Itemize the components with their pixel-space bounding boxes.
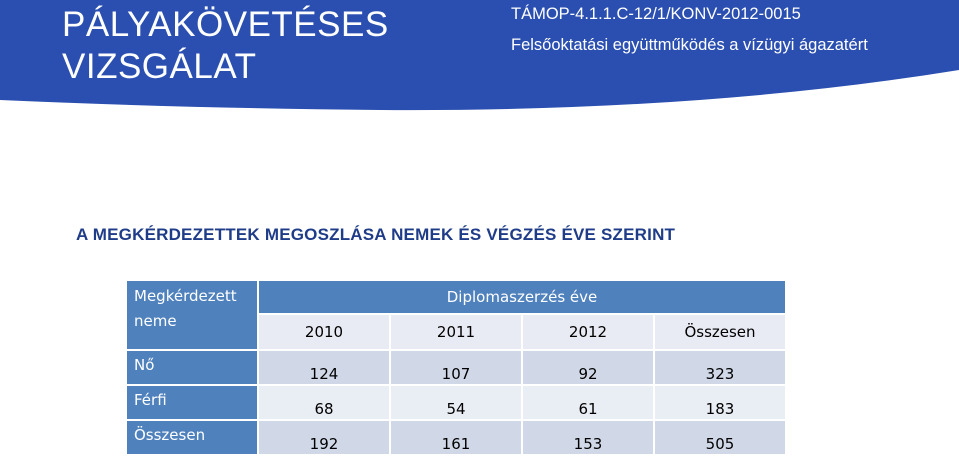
table-cell: 161 bbox=[390, 420, 522, 455]
table-row bbox=[126, 385, 786, 420]
column-header: 2010 bbox=[258, 314, 390, 350]
column-header: 2012 bbox=[522, 314, 654, 350]
column-header: Összesen bbox=[654, 314, 786, 350]
project-code: TÁMOP-4.1.1.C-12/1/KONV-2012-0015 bbox=[511, 5, 801, 23]
header-banner bbox=[0, 0, 959, 115]
distribution-table bbox=[125, 279, 787, 456]
column-header: 2011 bbox=[390, 314, 522, 350]
row-label: Nő bbox=[126, 350, 258, 385]
table-cell: 505 bbox=[654, 420, 786, 455]
project-description: Felsőoktatási együttműködés a vízügyi ágazatért bbox=[511, 36, 868, 54]
presentation-title bbox=[62, 4, 389, 88]
title-line-2: VIZSGÁLAT bbox=[62, 47, 257, 86]
table-row bbox=[126, 350, 786, 385]
table-cell: 68 bbox=[258, 385, 390, 420]
corner-line-2: neme bbox=[134, 312, 177, 330]
section-heading: A MEGKÉRDEZETTEK MEGOSZLÁSA NEMEK ÉS VÉGZÉS ÉVE SZERINT bbox=[76, 225, 676, 244]
table-cell: 183 bbox=[654, 385, 786, 420]
table-cell: 54 bbox=[390, 385, 522, 420]
table-cell: 153 bbox=[522, 420, 654, 455]
table-cell: 192 bbox=[258, 420, 390, 455]
table-cell: 107 bbox=[390, 350, 522, 385]
table-cell: 92 bbox=[522, 350, 654, 385]
title-line-1: PÁLYAKÖVETÉSES bbox=[62, 5, 389, 44]
row-label: Összesen bbox=[126, 420, 258, 455]
table-cell: 323 bbox=[654, 350, 786, 385]
table-row bbox=[126, 420, 786, 455]
corner-line-1: Megkérdezett bbox=[134, 287, 237, 305]
table-cell: 124 bbox=[258, 350, 390, 385]
group-header: Diplomaszerzés éve bbox=[258, 280, 786, 314]
row-label: Férfi bbox=[126, 385, 258, 420]
table-corner-header bbox=[126, 280, 258, 350]
table-cell: 61 bbox=[522, 385, 654, 420]
